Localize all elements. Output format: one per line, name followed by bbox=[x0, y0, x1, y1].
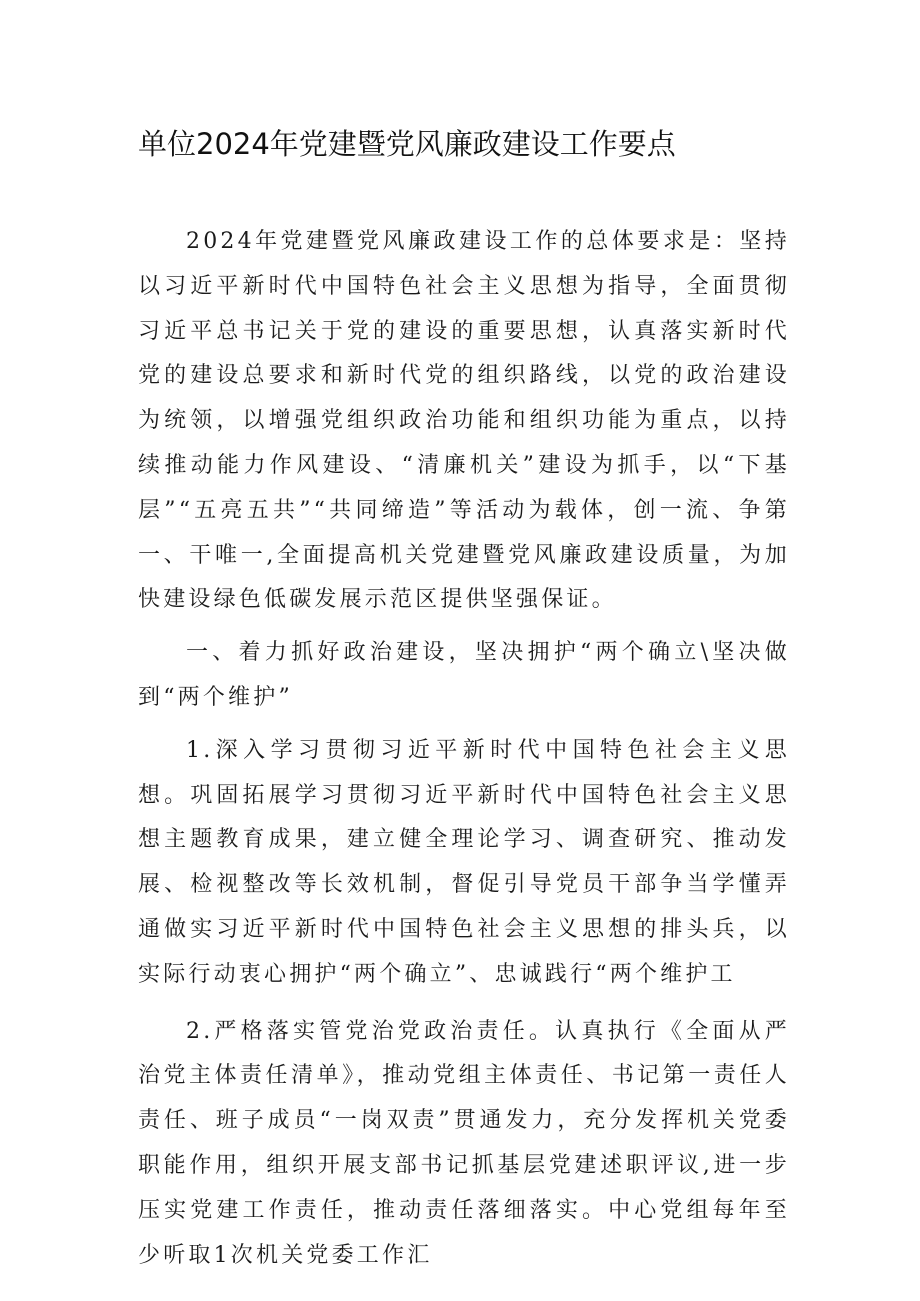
document-body bbox=[138, 220, 790, 1290]
document-title: 单位2024年党建暨党风廉政建设工作要点 bbox=[138, 127, 676, 161]
section-heading-political-construction: 一、着力抓好政治建设，坚决拥护“两个确立\坚决做到“两个维护” bbox=[138, 640, 790, 710]
paragraph-item-2: 2.严格落实管党治党政治责任。认真执行《全面从严治党主体责任清单》，推动党组主体责任、书记第一责任人责任、班子成员“一岗双责”贯通发力，充分发挥机关党委职能作用，组织开展支部书记抓基层党建述职评议,进一步压实党建工作责任，推动责任落细落实。中心党组每年至少听取1次机关党委工作汇 bbox=[138, 1018, 790, 1268]
paragraph-item-1: 1.深入学习贯彻习近平新时代中国特色社会主义思想。巩固拓展学习贯彻习近平新时代中国特色社会主义思想主题教育成果，建立健全理论学习、调查研究、推动发展、检视整改等长效机制，督促引导党员干部争当学懂弄通做实习近平新时代中国特色社会主义思想的排头兵，以实际行动衷心拥护“两个确立”、忠诚践行“两个维护工 bbox=[138, 737, 790, 987]
paragraph-general-requirements: 2024年党建暨党风廉政建设工作的总体要求是：坚持以习近平新时代中国特色社会主义思想为指导，全面贯彻习近平总书记关于党的建设的重要思想，认真落实新时代党的建设总要求和新时代党的组织路线，以党的政治建设为统领，以增强党组织政治功能和组织功能为重点，以持续推动能力作风建设、“清廉机关”建设为抓手，以“下基层”“五亮五共”“共同缔造”等活动为载体，创一流、争第一、干唯一,全面提高机关党建暨党风廉政建设质量，为加快建设绿色低碳发展示范区提供坚强保证。 bbox=[138, 229, 790, 613]
